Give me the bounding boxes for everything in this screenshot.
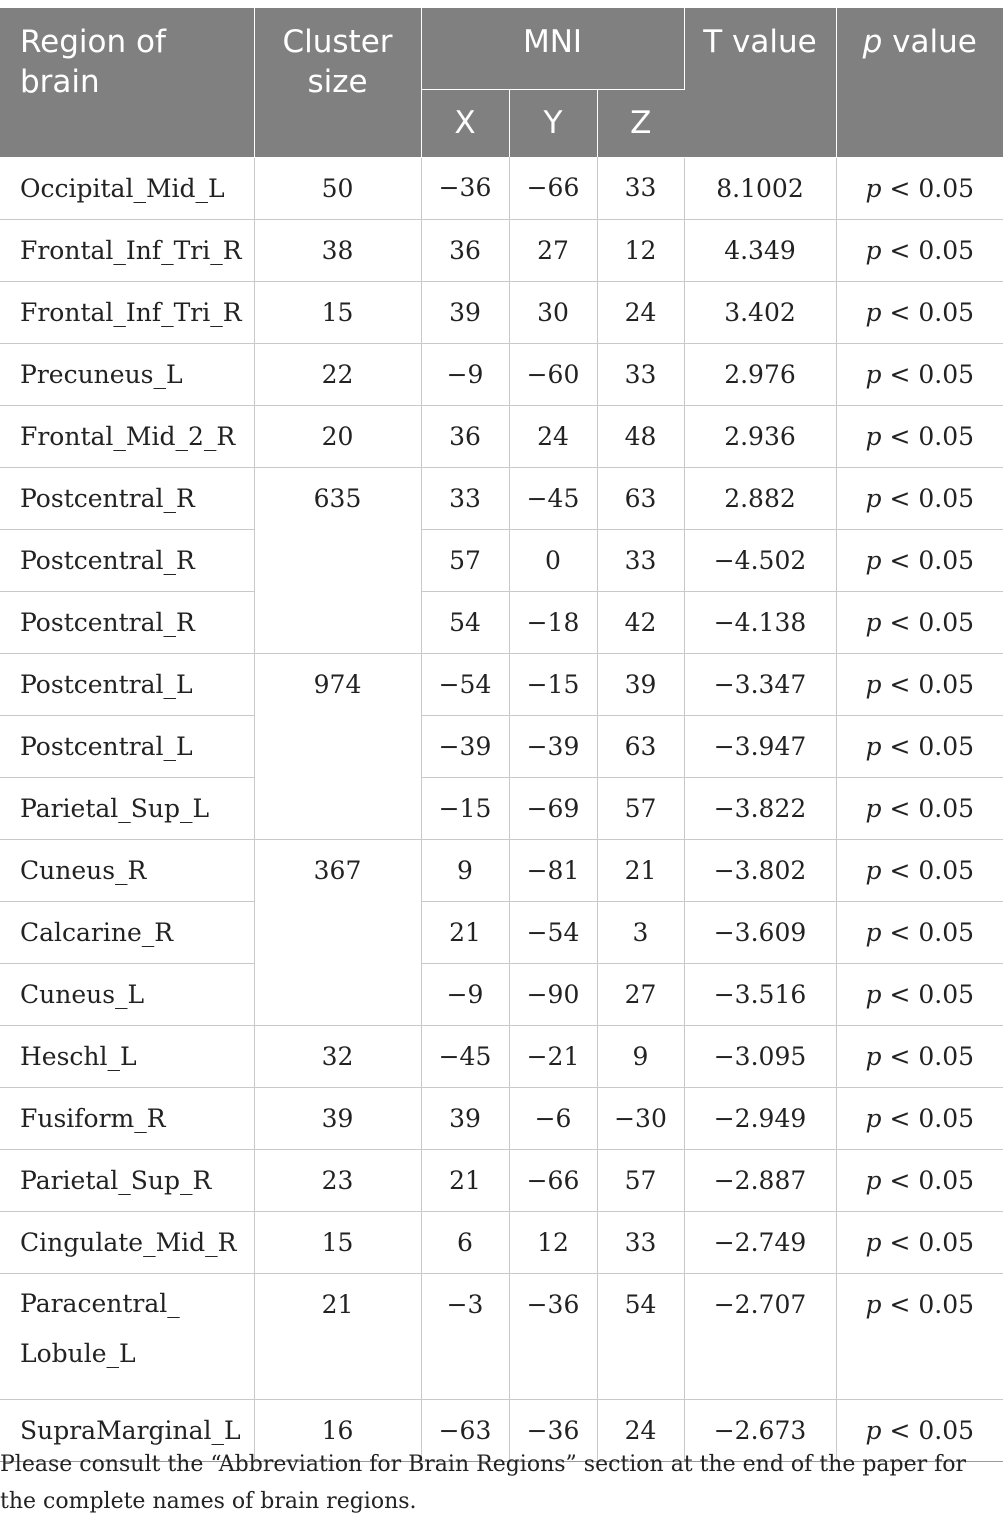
cell-z: 3 (597, 901, 684, 963)
header-p-italic: p (862, 24, 883, 60)
cell-p (836, 1087, 1003, 1149)
cell-p (836, 1149, 1003, 1211)
cell-t: 4.349 (684, 219, 836, 281)
cell-x: −39 (421, 715, 509, 777)
header-y: Y (509, 90, 597, 158)
p-comparison: < 0.05 (889, 607, 975, 637)
p-comparison: < 0.05 (889, 359, 975, 389)
cell-y: −66 (509, 157, 597, 219)
cell-x: 39 (421, 1087, 509, 1149)
cell-t: 8.1002 (684, 157, 836, 219)
cell-cluster: 23 (254, 1149, 421, 1211)
cell-y: 27 (509, 219, 597, 281)
cell-cluster: 32 (254, 1025, 421, 1087)
p-comparison: < 0.05 (889, 1415, 975, 1445)
cell-cluster: 367 (254, 839, 421, 1025)
table-row (0, 467, 1003, 529)
p-comparison: < 0.05 (889, 855, 975, 885)
cell-p (836, 653, 1003, 715)
cell-t: −3.822 (684, 777, 836, 839)
cell-region: Frontal_Mid_2_R (0, 405, 254, 467)
cell-y: 30 (509, 281, 597, 343)
cell-p (836, 219, 1003, 281)
cell-x: −36 (421, 157, 509, 219)
cell-region: Calcarine_R (0, 901, 254, 963)
cell-region: Postcentral_L (0, 653, 254, 715)
table-row (0, 529, 1003, 591)
cell-z: 63 (597, 467, 684, 529)
cell-z: 33 (597, 1211, 684, 1273)
cell-p (836, 777, 1003, 839)
p-symbol: p (865, 1227, 882, 1257)
cell-region: Precuneus_L (0, 343, 254, 405)
table-row (0, 1273, 1003, 1399)
cell-region: Heschl_L (0, 1025, 254, 1087)
p-comparison: < 0.05 (889, 1227, 975, 1257)
cell-y: −15 (509, 653, 597, 715)
cell-region: Cuneus_R (0, 839, 254, 901)
cell-t: −3.609 (684, 901, 836, 963)
cell-x: 36 (421, 405, 509, 467)
cell-z: 12 (597, 219, 684, 281)
cell-x: 57 (421, 529, 509, 591)
p-symbol: p (865, 793, 882, 823)
region-line-2: Lobule_L (20, 1338, 136, 1368)
header-x: X (421, 90, 509, 158)
cell-region: Cuneus_L (0, 963, 254, 1025)
cell-z: 48 (597, 405, 684, 467)
header-cluster-size: Cluster size (254, 8, 421, 157)
p-symbol: p (865, 1165, 882, 1195)
cell-region: Postcentral_R (0, 529, 254, 591)
cell-y: −36 (509, 1399, 597, 1461)
table-row (0, 963, 1003, 1025)
p-comparison: < 0.05 (889, 173, 975, 203)
cell-y: −36 (509, 1273, 597, 1399)
p-comparison: < 0.05 (889, 297, 975, 327)
cell-region: Parietal_Sup_L (0, 777, 254, 839)
cell-cluster: 21 (254, 1273, 421, 1399)
table-row (0, 281, 1003, 343)
cell-region: Postcentral_R (0, 467, 254, 529)
cell-cluster: 974 (254, 653, 421, 839)
cell-y: −21 (509, 1025, 597, 1087)
table-row (0, 591, 1003, 653)
cell-t: −3.802 (684, 839, 836, 901)
cell-z: 57 (597, 1149, 684, 1211)
cell-x: −3 (421, 1273, 509, 1399)
cell-t: 2.976 (684, 343, 836, 405)
p-comparison: < 0.05 (889, 1165, 975, 1195)
cell-x: 54 (421, 591, 509, 653)
cell-y: −45 (509, 467, 597, 529)
cell-x: 33 (421, 467, 509, 529)
table-row (0, 777, 1003, 839)
table-row (0, 901, 1003, 963)
p-comparison: < 0.05 (889, 235, 975, 265)
cell-t: −3.516 (684, 963, 836, 1025)
table-row (0, 1149, 1003, 1211)
cell-cluster: 635 (254, 467, 421, 653)
cell-t: −4.502 (684, 529, 836, 591)
cell-region: Cingulate_Mid_R (0, 1211, 254, 1273)
cell-y: −60 (509, 343, 597, 405)
cell-p (836, 591, 1003, 653)
cell-z: 54 (597, 1273, 684, 1399)
p-comparison: < 0.05 (889, 1103, 975, 1133)
cell-region (0, 1273, 254, 1399)
cell-t: −3.095 (684, 1025, 836, 1087)
p-symbol: p (865, 607, 882, 637)
cell-z: 21 (597, 839, 684, 901)
p-comparison: < 0.05 (889, 979, 975, 1009)
table-row (0, 157, 1003, 219)
cell-p (836, 901, 1003, 963)
cell-x: 36 (421, 219, 509, 281)
cell-z: 27 (597, 963, 684, 1025)
p-symbol: p (865, 297, 882, 327)
cell-region: SupraMarginal_L (0, 1399, 254, 1461)
p-comparison: < 0.05 (889, 483, 975, 513)
cell-y: 0 (509, 529, 597, 591)
table-footnote: Please consult the “Abbreviation for Brain Regions” section at the end of the paper for the complete names of brain regions. (0, 1452, 967, 1514)
cell-y: 24 (509, 405, 597, 467)
cell-x: −15 (421, 777, 509, 839)
p-comparison: < 0.05 (889, 545, 975, 575)
header-mni: MNI (421, 8, 684, 90)
cell-t: −2.887 (684, 1149, 836, 1211)
cell-region: Postcentral_R (0, 591, 254, 653)
cell-y: −81 (509, 839, 597, 901)
table-row (0, 405, 1003, 467)
p-comparison: < 0.05 (889, 1289, 975, 1319)
cell-y: 12 (509, 1211, 597, 1273)
header-region: Region of brain (0, 8, 254, 157)
p-symbol: p (865, 545, 882, 575)
cell-x: −9 (421, 343, 509, 405)
cell-cluster: 20 (254, 405, 421, 467)
cell-cluster: 39 (254, 1087, 421, 1149)
cell-z: 33 (597, 529, 684, 591)
p-symbol: p (865, 173, 882, 203)
cell-x: 6 (421, 1211, 509, 1273)
p-symbol: p (865, 1103, 882, 1133)
cell-x: −63 (421, 1399, 509, 1461)
header-t-value: T value (684, 8, 836, 157)
cell-region: Frontal_Inf_Tri_R (0, 219, 254, 281)
p-comparison: < 0.05 (889, 917, 975, 947)
cell-cluster: 16 (254, 1399, 421, 1461)
table-body (0, 157, 1003, 1461)
cell-t: 2.882 (684, 467, 836, 529)
p-comparison: < 0.05 (889, 669, 975, 699)
p-symbol: p (865, 1415, 882, 1445)
cell-z: 24 (597, 281, 684, 343)
cell-y: −54 (509, 901, 597, 963)
cell-x: 21 (421, 901, 509, 963)
results-table (0, 8, 1003, 1462)
cell-t: −4.138 (684, 591, 836, 653)
cell-t: 3.402 (684, 281, 836, 343)
table-row (0, 653, 1003, 715)
p-symbol: p (865, 669, 882, 699)
cell-z: 63 (597, 715, 684, 777)
cell-cluster: 15 (254, 281, 421, 343)
cell-y: −69 (509, 777, 597, 839)
cell-x: 21 (421, 1149, 509, 1211)
cell-z: 24 (597, 1399, 684, 1461)
cell-t: −3.347 (684, 653, 836, 715)
cell-x: 39 (421, 281, 509, 343)
cell-z: 33 (597, 343, 684, 405)
cell-p (836, 157, 1003, 219)
cell-x: 9 (421, 839, 509, 901)
cell-t: −3.947 (684, 715, 836, 777)
p-symbol: p (865, 1289, 882, 1319)
cell-t: −2.949 (684, 1087, 836, 1149)
p-comparison: < 0.05 (889, 1041, 975, 1071)
cell-region: Frontal_Inf_Tri_R (0, 281, 254, 343)
cell-y: −90 (509, 963, 597, 1025)
p-symbol: p (865, 855, 882, 885)
cell-p (836, 405, 1003, 467)
table-row (0, 219, 1003, 281)
cell-region: Parietal_Sup_R (0, 1149, 254, 1211)
cell-x: −9 (421, 963, 509, 1025)
cell-t: −2.707 (684, 1273, 836, 1399)
p-comparison: < 0.05 (889, 793, 975, 823)
table-row (0, 839, 1003, 901)
cell-p (836, 529, 1003, 591)
cell-cluster: 15 (254, 1211, 421, 1273)
header-p-rest: value (892, 24, 977, 60)
cell-t: 2.936 (684, 405, 836, 467)
cell-z: 9 (597, 1025, 684, 1087)
cell-cluster: 22 (254, 343, 421, 405)
p-symbol: p (865, 731, 882, 761)
cell-cluster: 50 (254, 157, 421, 219)
table-row (0, 715, 1003, 777)
cell-p (836, 1025, 1003, 1087)
cell-t: −2.749 (684, 1211, 836, 1273)
p-comparison: < 0.05 (889, 731, 975, 761)
table-row (0, 1211, 1003, 1273)
cell-cluster: 38 (254, 219, 421, 281)
p-symbol: p (865, 359, 882, 389)
cell-z: 42 (597, 591, 684, 653)
table-row (0, 343, 1003, 405)
cell-region: Occipital_Mid_L (0, 157, 254, 219)
cell-p (836, 839, 1003, 901)
cell-x: −54 (421, 653, 509, 715)
cell-z: 39 (597, 653, 684, 715)
cell-y: −66 (509, 1149, 597, 1211)
cell-t: −2.673 (684, 1399, 836, 1461)
cell-x: −45 (421, 1025, 509, 1087)
cell-y: −39 (509, 715, 597, 777)
cell-p (836, 1273, 1003, 1399)
region-line-1: Paracentral_ (20, 1288, 180, 1318)
cell-z: 33 (597, 157, 684, 219)
cell-p (836, 467, 1003, 529)
table-row (0, 1087, 1003, 1149)
cell-region: Postcentral_L (0, 715, 254, 777)
header-p-value (836, 8, 1003, 157)
p-symbol: p (865, 421, 882, 451)
cell-p (836, 1211, 1003, 1273)
p-symbol: p (865, 483, 882, 513)
cell-p (836, 343, 1003, 405)
cell-region: Fusiform_R (0, 1087, 254, 1149)
p-comparison: < 0.05 (889, 421, 975, 451)
cell-z: −30 (597, 1087, 684, 1149)
cell-y: −18 (509, 591, 597, 653)
table-row (0, 1025, 1003, 1087)
p-symbol: p (865, 979, 882, 1009)
cell-z: 57 (597, 777, 684, 839)
p-symbol: p (865, 1041, 882, 1071)
cell-p (836, 281, 1003, 343)
table-header (0, 8, 1003, 157)
cell-p (836, 715, 1003, 777)
header-z: Z (597, 90, 684, 158)
cell-y: −6 (509, 1087, 597, 1149)
cell-p (836, 963, 1003, 1025)
p-symbol: p (865, 235, 882, 265)
p-symbol: p (865, 917, 882, 947)
